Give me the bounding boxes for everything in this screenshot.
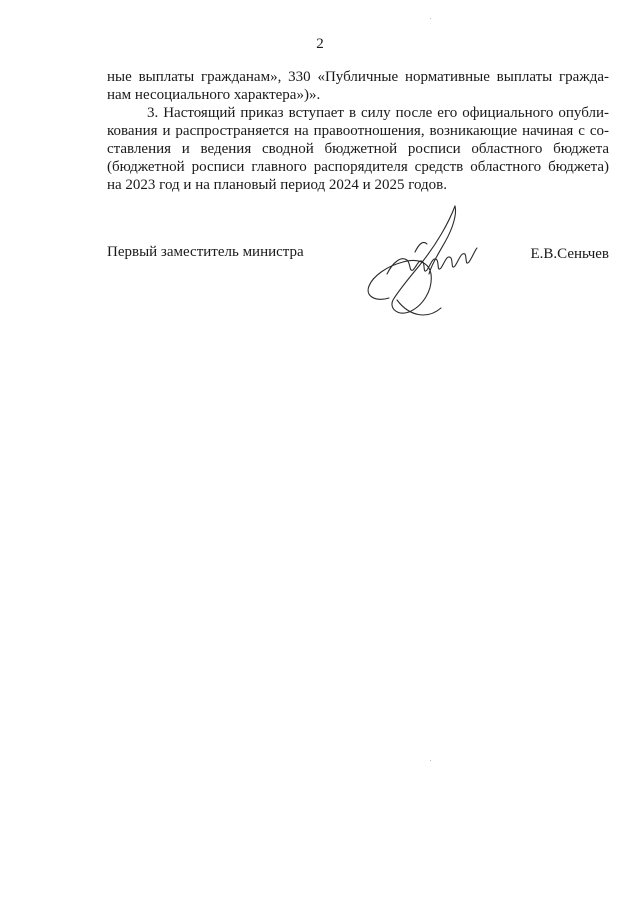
text-line: кования и распространяется на правоотношения, возникающие начиная с со- [107, 123, 609, 139]
text-line: 3. Настоящий приказ вступает в силу после его официального опубли- [147, 105, 609, 121]
text-line: (бюджетной росписи главного распорядителя средств областного бюджета) [107, 159, 609, 175]
text-line: ставления и ведения сводной бюджетной росписи областного бюджета [107, 141, 609, 157]
signer-name: Е.В.Сеньчев [530, 246, 609, 262]
text-line: нам несоциального характера»)». [107, 87, 321, 103]
signature-block [107, 244, 609, 334]
scan-speck [430, 760, 431, 761]
scan-speck [430, 18, 431, 19]
page-number: 2 [316, 36, 324, 52]
continued-paragraph [107, 68, 609, 104]
signer-title: Первый заместитель министра [107, 244, 304, 260]
text-line: на 2023 год и на плановый период 2024 и 2025 годов. [107, 177, 448, 193]
text-line: ные выплаты гражданам», 330 «Публичные нормативные выплаты гражда- [107, 69, 609, 85]
handwritten-signature [357, 204, 487, 324]
paragraph-3 [107, 104, 609, 194]
